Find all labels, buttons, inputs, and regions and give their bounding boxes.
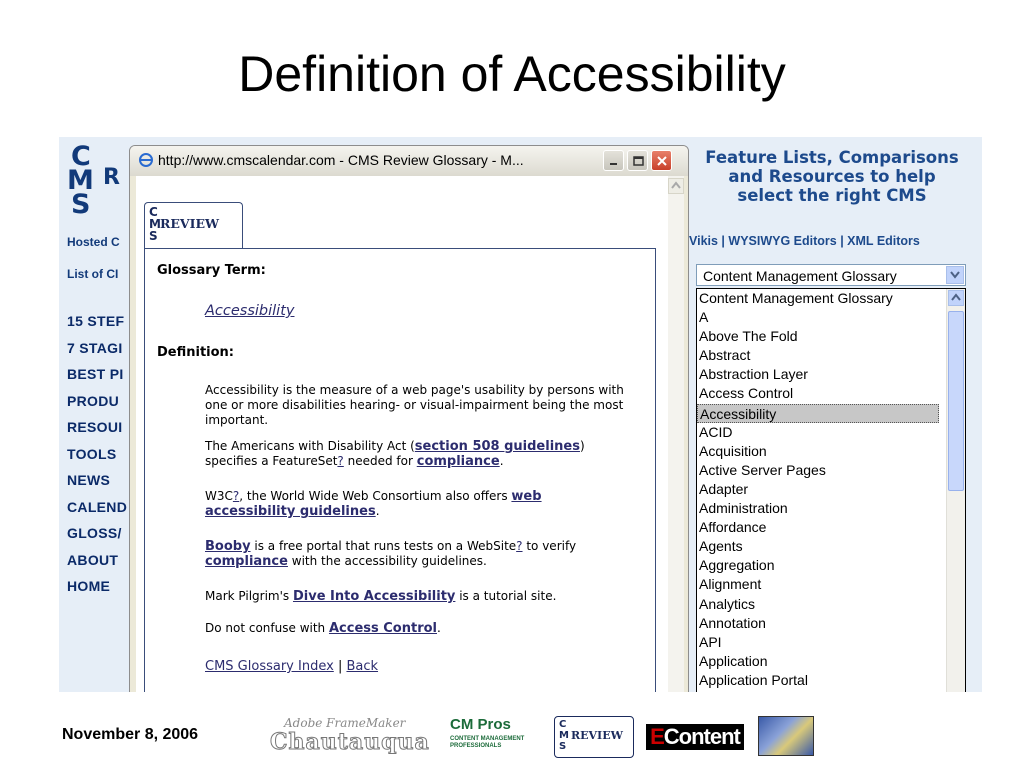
glossary-entry (144, 248, 656, 692)
maximize-icon[interactable] (627, 150, 648, 171)
dropdown-option[interactable]: Analytics (699, 595, 756, 612)
dropdown-option[interactable]: Abstract (699, 347, 751, 364)
definition-paragraph-3: W3C?, the World Wide Web Consortium also offers web accessibility guidelines. (205, 489, 542, 519)
cms-review-logo: C M S REVIEW (144, 202, 243, 249)
glossary-term-link[interactable]: Accessibility (205, 303, 295, 319)
site-nav-item[interactable]: CALEND (67, 498, 128, 515)
scroll-thumb[interactable] (948, 311, 964, 491)
compliance-link-2[interactable]: compliance (205, 554, 288, 569)
publication-picture-logo (758, 716, 814, 756)
access-control-link[interactable]: Access Control (328, 621, 437, 636)
dropdown-option[interactable]: Administration (699, 500, 788, 517)
dropdown-option[interactable]: Adapter (699, 480, 749, 497)
glossary-select[interactable] (696, 264, 966, 286)
close-icon[interactable] (651, 150, 672, 171)
dropdown-option[interactable]: Abstraction Layer (699, 366, 808, 383)
definition-paragraph-4: Booby is a free portal that runs tests on a WebSite? to verify compliance with the accessibility guidelines. (205, 539, 577, 569)
dropdown-option[interactable]: Agents (699, 538, 743, 555)
site-nav-item[interactable]: 7 STAGI (67, 339, 123, 356)
site-nav-item[interactable]: RESOUI (67, 419, 123, 435)
popup-scrollbar[interactable] (668, 176, 684, 692)
dropdown-option[interactable]: Affordance (699, 519, 767, 536)
featureset-help-link[interactable]: ? (337, 454, 344, 468)
dropdown-option[interactable]: Acquisition (699, 442, 767, 459)
dropdown-option[interactable]: API (699, 633, 722, 650)
compliance-link[interactable]: compliance (416, 454, 500, 469)
glossary-popup-window (129, 145, 689, 692)
slide-date: November 8, 2006 (62, 726, 199, 743)
site-nav-item[interactable]: TOOLS (67, 445, 117, 462)
dropdown-option[interactable]: Application (699, 652, 768, 669)
dropdown-option[interactable]: Above The Fold (699, 328, 798, 345)
definition-paragraph-1: Accessibility is the measure of a web page's usability by persons with one or more disabilities hearing- or visual-impairment being the most important. (205, 383, 624, 427)
popup-title: http://www.cmscalendar.com - CMS Review Glossary - M... (158, 152, 524, 168)
web-accessibility-guidelines-link[interactable]: web accessibility guidelines (205, 489, 542, 519)
dropdown-option[interactable]: Aggregation (699, 557, 775, 574)
dropdown-option[interactable]: Active Server Pages (699, 461, 826, 478)
popup-content (136, 176, 678, 692)
scroll-up-icon[interactable] (668, 178, 684, 194)
w3c-help-link[interactable]: ? (232, 489, 240, 503)
list-label: List of CI (67, 267, 119, 281)
site-nav-item[interactable]: HOME (67, 578, 111, 594)
dropdown-option[interactable]: A (699, 309, 709, 326)
dropdown-option[interactable]: Application Portal (699, 671, 808, 688)
select-value: Content Management Glossary (703, 268, 897, 284)
booby-link[interactable]: Booby (205, 539, 251, 554)
popup-titlebar[interactable] (130, 146, 688, 176)
site-nav-item[interactable]: NEWS (67, 472, 111, 488)
definition-label: Definition: (157, 345, 235, 360)
ie-icon (138, 152, 154, 168)
site-nav-item[interactable]: PRODU (67, 392, 120, 409)
dropdown-option[interactable]: Alignment (699, 576, 762, 593)
cm-pros-logo: CM Pros CONTENT MANAGEMENT PROFESSIONALS (450, 716, 525, 749)
site-nav-item[interactable]: GLOSS/ (67, 525, 122, 541)
popup-footer-links: CMS Glossary Index | Back (205, 659, 379, 674)
section-508-link[interactable]: section 508 guidelines (414, 439, 580, 454)
dropdown-option[interactable]: Accessibility (697, 404, 939, 423)
browser-screenshot (59, 137, 982, 692)
dive-into-accessibility-link[interactable]: Dive Into Accessibility (292, 589, 456, 604)
dropdown-option[interactable]: Content Management Glossary (699, 290, 893, 306)
feature-links[interactable]: Vikis | WYSIWYG Editors | XML Editors (689, 234, 920, 248)
chevron-down-icon[interactable] (946, 266, 964, 284)
site-nav-item[interactable]: BEST PI (67, 366, 124, 382)
cms-review-footer-logo: C M S REVIEW (554, 716, 634, 758)
website-help-link[interactable]: ? (516, 539, 523, 553)
slide-title: Definition of Accessibility (238, 46, 786, 102)
cms-logo: C M R S (67, 141, 120, 220)
dropdown-scrollbar[interactable] (946, 289, 965, 692)
econtent-logo: EContent (646, 724, 744, 750)
definition-paragraph-2: The Americans with Disability Act (section 508 guidelines) specifies a FeatureSet? needed for compliance. (205, 439, 585, 469)
glossary-term-label: Glossary Term: (157, 263, 266, 278)
definition-paragraph-6: Do not confuse with Access Control. (205, 621, 441, 636)
hosted-label: Hosted C (67, 235, 120, 249)
minimize-icon[interactable] (603, 150, 624, 171)
dropdown-option[interactable]: ACID (699, 423, 733, 440)
dropdown-option[interactable]: Access Control (699, 385, 794, 402)
scroll-up-icon[interactable] (948, 290, 964, 306)
site-nav-item[interactable]: ABOUT (67, 551, 119, 568)
glossary-dropdown-list[interactable] (696, 288, 966, 692)
back-link[interactable]: Back (346, 659, 379, 674)
framemaker-chautauqua-logo: Adobe FrameMaker Chautauqua (270, 716, 430, 755)
feature-title: Feature Lists, Comparisons and Resources to help select the right CMS (705, 148, 959, 205)
site-nav-item[interactable]: 15 STEF (67, 313, 125, 329)
dropdown-option[interactable]: Annotation (699, 614, 766, 631)
definition-paragraph-5: Mark Pilgrim's Dive Into Accessibility is a tutorial site. (205, 589, 557, 604)
glossary-index-link[interactable]: CMS Glossary Index (205, 659, 334, 674)
